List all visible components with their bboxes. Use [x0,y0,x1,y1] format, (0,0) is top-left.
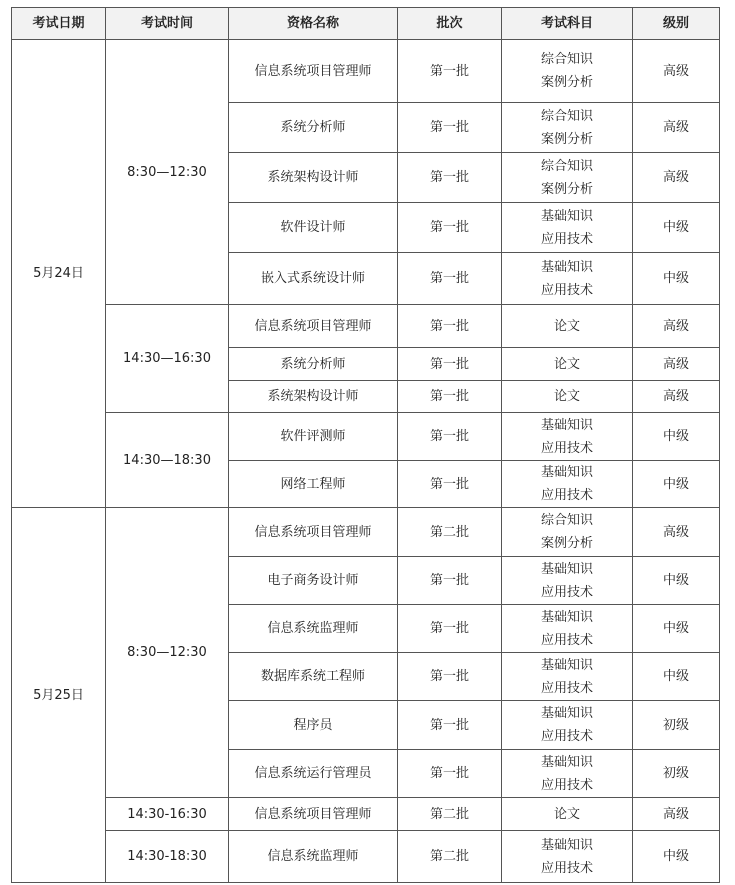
qualification-cell: 信息系统监理师 [229,831,398,883]
batch-cell: 第一批 [398,103,502,153]
subject-line: 论文 [553,806,580,822]
subjects-cell [502,798,633,831]
qualification-cell: 信息系统监理师 [229,605,398,653]
level-cell: 初级 [633,750,720,798]
batch-cell: 第一批 [398,153,502,203]
subjects-cell [502,253,633,305]
subject-line: 综合知识 [540,108,593,124]
level-cell: 高级 [633,798,720,831]
subject-line: 应用技术 [540,488,593,503]
subject-line: 应用技术 [540,860,593,876]
subject-line: 应用技术 [540,777,593,793]
subject-line: 应用技术 [540,729,593,744]
header-date: 考试日期 [12,8,106,40]
level-cell: 中级 [633,831,720,883]
subject-line: 基础知识 [540,609,593,625]
batch-cell: 第二批 [398,798,502,831]
level-cell: 高级 [633,348,720,381]
qualification-cell: 软件评测师 [229,413,398,461]
batch-cell: 第一批 [398,605,502,653]
level-cell: 高级 [633,153,720,203]
qualification-cell: 系统分析师 [229,348,398,381]
subject-line: 应用技术 [540,231,593,247]
header-qualification: 资格名称 [229,8,398,40]
batch-cell: 第一批 [398,203,502,253]
level-cell: 中级 [633,203,720,253]
level-cell: 高级 [633,508,720,557]
subject-line: 基础知识 [540,465,593,480]
subject-line: 基础知识 [540,208,593,224]
subject-line: 综合知识 [540,158,593,174]
level-cell: 高级 [633,381,720,413]
qualification-cell: 信息系统项目管理师 [229,40,398,103]
batch-cell: 第一批 [398,40,502,103]
batch-cell: 第二批 [398,831,502,883]
batch-cell: 第一批 [398,381,502,413]
qualification-cell: 信息系统运行管理员 [229,750,398,798]
batch-cell: 第一批 [398,557,502,605]
qualification-cell: 电子商务设计师 [229,557,398,605]
qualification-cell: 信息系统项目管理师 [229,508,398,557]
subject-line: 综合知识 [540,52,593,67]
subject-line: 应用技术 [540,680,593,696]
subjects-cell [502,508,633,557]
exam-time-cell: 8:30—12:30 [106,508,229,798]
subjects-cell [502,153,633,203]
exam-time-cell: 8:30—12:30 [106,40,229,305]
exam-time-cell: 14:30—18:30 [106,413,229,508]
subjects-cell [502,701,633,750]
subjects-cell [502,750,633,798]
qualification-cell: 软件设计师 [229,203,398,253]
subjects-cell [502,348,633,381]
table-row [12,798,720,831]
header-row [12,8,720,40]
batch-cell: 第一批 [398,305,502,348]
batch-cell: 第一批 [398,750,502,798]
level-cell: 高级 [633,40,720,103]
exam-date-cell: 5月24日 [12,40,106,508]
exam-time-cell: 14:30—16:30 [106,305,229,413]
subject-line: 综合知识 [540,513,593,528]
qualification-cell: 信息系统项目管理师 [229,305,398,348]
table-row [12,305,720,348]
header-time: 考试时间 [106,8,229,40]
subjects-cell [502,381,633,413]
subjects-cell [502,461,633,508]
subjects-cell [502,103,633,153]
level-cell: 中级 [633,461,720,508]
batch-cell: 第二批 [398,508,502,557]
subject-line: 论文 [553,389,580,404]
exam-time-cell: 14:30-16:30 [106,798,229,831]
subject-line: 案例分析 [540,75,593,90]
qualification-cell: 系统架构设计师 [229,153,398,203]
table-row [12,413,720,461]
batch-cell: 第一批 [398,348,502,381]
subject-line: 案例分析 [540,131,593,147]
subjects-cell [502,605,633,653]
qualification-cell: 嵌入式系统设计师 [229,253,398,305]
subject-line: 基础知识 [540,417,593,433]
subject-line: 应用技术 [540,632,593,648]
qualification-cell: 信息系统项目管理师 [229,798,398,831]
subjects-cell [502,40,633,103]
subject-line: 案例分析 [540,536,593,551]
subject-line: 论文 [553,356,580,372]
subject-line: 基础知识 [540,706,593,721]
batch-cell: 第一批 [398,461,502,508]
subject-line: 应用技术 [540,440,593,456]
header-subjects: 考试科目 [502,8,633,40]
header-batch: 批次 [398,8,502,40]
qualification-cell: 程序员 [229,701,398,750]
table-row [12,40,720,103]
subjects-cell [502,203,633,253]
qualification-cell: 网络工程师 [229,461,398,508]
batch-cell: 第一批 [398,653,502,701]
subject-line: 应用技术 [540,282,593,298]
exam-schedule-table [11,7,720,883]
exam-time-cell: 14:30-18:30 [106,831,229,883]
level-cell: 中级 [633,605,720,653]
subject-line: 基础知识 [540,837,593,853]
subject-line: 论文 [553,318,580,334]
table-row [12,831,720,883]
subject-line: 案例分析 [540,181,593,197]
qualification-cell: 系统分析师 [229,103,398,153]
subjects-cell [502,305,633,348]
subject-line: 基础知识 [540,754,593,770]
level-cell: 中级 [633,413,720,461]
subjects-cell [502,557,633,605]
level-cell: 高级 [633,103,720,153]
subject-line: 基础知识 [540,259,593,275]
level-cell: 高级 [633,305,720,348]
level-cell: 中级 [633,253,720,305]
batch-cell: 第一批 [398,413,502,461]
batch-cell: 第一批 [398,701,502,750]
table-row [12,508,720,557]
subjects-cell [502,653,633,701]
subject-line: 基础知识 [540,561,593,577]
subjects-cell [502,413,633,461]
level-cell: 中级 [633,653,720,701]
qualification-cell: 数据库系统工程师 [229,653,398,701]
exam-date-cell: 5月25日 [12,508,106,883]
level-cell: 初级 [633,701,720,750]
level-cell: 中级 [633,557,720,605]
subject-line: 基础知识 [540,657,593,673]
qualification-cell: 系统架构设计师 [229,381,398,413]
schedule-table-wrapper [11,7,720,883]
header-level: 级别 [633,8,720,40]
schedule-body [12,40,720,883]
subjects-cell [502,831,633,883]
subject-line: 应用技术 [540,584,593,600]
batch-cell: 第一批 [398,253,502,305]
